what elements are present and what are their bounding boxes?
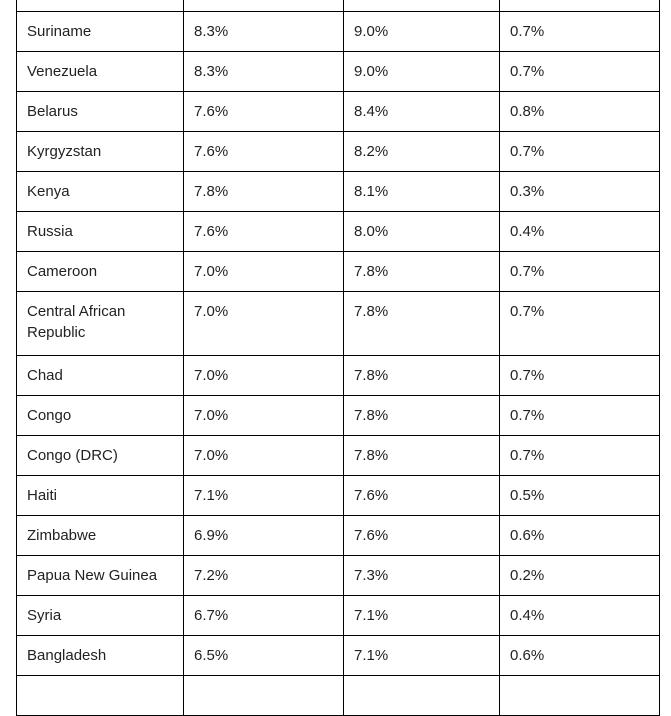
value-cell-2: 8.0%	[344, 212, 500, 252]
value-cell-1: 7.2%	[184, 556, 344, 596]
country-cell: Bangladesh	[17, 636, 184, 676]
empty-cell	[344, 0, 500, 12]
value-cell-1: 7.6%	[184, 132, 344, 172]
empty-cell	[184, 676, 344, 716]
table-row	[17, 356, 660, 396]
country-cell: Kenya	[17, 172, 184, 212]
table-row	[17, 292, 660, 356]
table-row	[17, 172, 660, 212]
value-cell-2: 7.8%	[344, 396, 500, 436]
country-cell: Venezuela	[17, 52, 184, 92]
value-cell-1: 7.0%	[184, 252, 344, 292]
value-cell-3: 0.7%	[500, 436, 660, 476]
value-cell-2: 7.3%	[344, 556, 500, 596]
value-cell-3: 0.7%	[500, 252, 660, 292]
value-cell-3: 0.7%	[500, 52, 660, 92]
empty-cell	[500, 0, 660, 12]
value-cell-2: 8.2%	[344, 132, 500, 172]
value-cell-2: 7.8%	[344, 436, 500, 476]
value-cell-3: 0.5%	[500, 476, 660, 516]
value-cell-1: 7.0%	[184, 436, 344, 476]
table-row	[17, 212, 660, 252]
country-cell: Cameroon	[17, 252, 184, 292]
partial-clipped-row	[17, 676, 660, 716]
country-cell: Suriname	[17, 12, 184, 52]
value-cell-3: 0.2%	[500, 556, 660, 596]
value-cell-3: 0.7%	[500, 12, 660, 52]
country-cell: Kyrgyzstan	[17, 132, 184, 172]
table-row	[17, 596, 660, 636]
table-row	[17, 252, 660, 292]
value-cell-2: 7.6%	[344, 516, 500, 556]
country-cell: Belarus	[17, 92, 184, 132]
value-cell-1: 8.3%	[184, 52, 344, 92]
table-viewport	[16, 0, 660, 716]
value-cell-2: 7.8%	[344, 292, 500, 356]
value-cell-1: 8.3%	[184, 12, 344, 52]
table-row	[17, 12, 660, 52]
table-row	[17, 52, 660, 92]
country-cell: Congo (DRC)	[17, 436, 184, 476]
country-cell: Congo	[17, 396, 184, 436]
value-cell-3: 0.7%	[500, 396, 660, 436]
value-cell-2: 7.8%	[344, 252, 500, 292]
data-table	[16, 0, 660, 716]
value-cell-1: 7.0%	[184, 396, 344, 436]
empty-cell	[17, 676, 184, 716]
value-cell-2: 9.0%	[344, 52, 500, 92]
empty-cell	[184, 0, 344, 12]
table-row	[17, 516, 660, 556]
table-row	[17, 396, 660, 436]
value-cell-1: 7.0%	[184, 356, 344, 396]
table-row	[17, 636, 660, 676]
value-cell-3: 0.4%	[500, 596, 660, 636]
table-row	[17, 436, 660, 476]
value-cell-3: 0.7%	[500, 132, 660, 172]
country-cell: Haiti	[17, 476, 184, 516]
value-cell-2: 7.1%	[344, 596, 500, 636]
table-row	[17, 476, 660, 516]
country-cell: Papua New Guinea	[17, 556, 184, 596]
empty-cell	[17, 0, 184, 12]
value-cell-2: 7.6%	[344, 476, 500, 516]
value-cell-1: 7.1%	[184, 476, 344, 516]
country-cell: Russia	[17, 212, 184, 252]
country-cell: Chad	[17, 356, 184, 396]
value-cell-2: 8.4%	[344, 92, 500, 132]
value-cell-1: 6.9%	[184, 516, 344, 556]
value-cell-2: 8.1%	[344, 172, 500, 212]
country-cell: Syria	[17, 596, 184, 636]
value-cell-3: 0.6%	[500, 636, 660, 676]
value-cell-3: 0.3%	[500, 172, 660, 212]
value-cell-2: 9.0%	[344, 12, 500, 52]
value-cell-3: 0.7%	[500, 292, 660, 356]
value-cell-1: 7.6%	[184, 212, 344, 252]
country-cell: Central African Republic	[17, 292, 184, 356]
empty-cell	[500, 676, 660, 716]
value-cell-1: 6.7%	[184, 596, 344, 636]
table-row	[17, 92, 660, 132]
value-cell-1: 6.5%	[184, 636, 344, 676]
value-cell-3: 0.4%	[500, 212, 660, 252]
country-cell: Zimbabwe	[17, 516, 184, 556]
table-body	[17, 0, 660, 716]
partial-clipped-row	[17, 0, 660, 12]
table-row	[17, 132, 660, 172]
value-cell-2: 7.8%	[344, 356, 500, 396]
value-cell-3: 0.6%	[500, 516, 660, 556]
value-cell-3: 0.7%	[500, 356, 660, 396]
value-cell-1: 7.8%	[184, 172, 344, 212]
empty-cell	[344, 676, 500, 716]
value-cell-2: 7.1%	[344, 636, 500, 676]
value-cell-1: 7.0%	[184, 292, 344, 356]
value-cell-3: 0.8%	[500, 92, 660, 132]
table-row	[17, 556, 660, 596]
value-cell-1: 7.6%	[184, 92, 344, 132]
